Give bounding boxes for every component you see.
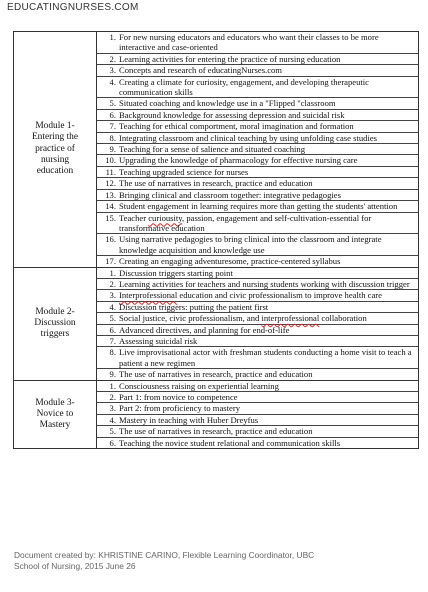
topic-number: 8.	[109, 132, 116, 143]
topic-number: 7.	[109, 121, 116, 132]
topic-item	[97, 426, 418, 437]
topic-item	[97, 54, 418, 65]
topic-number: 16.	[105, 234, 116, 245]
topic-text: Teaching the novice student relational and communication skills	[119, 437, 341, 448]
topic-item	[97, 336, 418, 347]
topic-text: Part 1: from novice to competence	[119, 392, 238, 402]
topic-item	[97, 213, 418, 235]
module-topics	[97, 267, 419, 380]
topic-item	[97, 369, 418, 379]
module-row	[14, 380, 419, 448]
topic-text: Creating an engaging adventuresome, practice-centered syllabus	[119, 256, 341, 267]
topic-number: 2.	[109, 53, 116, 64]
topic-text: Creating a climate for curiosity, engagement, and developing therapeutic communication skills	[119, 76, 369, 98]
topic-number: 2.	[109, 278, 116, 289]
topic-number: 9.	[109, 369, 116, 380]
curriculum-table	[13, 31, 419, 449]
topic-text: Consciousness raising on experiential learning	[119, 380, 279, 391]
topic-item	[97, 403, 418, 414]
module-row	[14, 267, 419, 380]
module-title-line: nursing	[40, 154, 70, 165]
topic-item	[97, 133, 418, 144]
topic-number: 3.	[109, 65, 116, 76]
topic-text: Using narrative pedagogies to bring clinical into the classroom and integrate knowledge acquisition and knowledge use	[119, 234, 382, 255]
module-title	[14, 32, 97, 268]
topic-item	[97, 234, 418, 256]
topic-number: 12.	[105, 178, 116, 189]
topic-number: 4.	[109, 301, 116, 312]
module-title-line: triggers	[40, 329, 70, 340]
topic-text: Teacher curiousity, passion, engagement and self-cultivation-essential for transformative education	[119, 212, 372, 233]
topic-text: Discussion triggers: putting the patient first	[119, 301, 269, 312]
topic-item	[97, 290, 418, 301]
topic-item	[97, 279, 418, 290]
topic-number: 5.	[109, 426, 116, 437]
module-title-line: Module 2-	[35, 306, 75, 317]
topic-text: Upgrading the knowledge of pharmacology for effective nursing care	[119, 155, 358, 166]
topic-item	[97, 121, 418, 132]
topic-number: 7.	[109, 335, 116, 346]
topic-item	[97, 381, 418, 392]
topic-number: 5.	[109, 98, 116, 109]
topic-number: 3.	[109, 403, 116, 414]
topic-number: 1.	[109, 267, 116, 278]
topic-item	[97, 313, 418, 324]
topic-number: 14.	[105, 201, 116, 212]
topic-text: Mastery in teaching with Huber Dreyfus	[119, 414, 259, 425]
topic-number: 2.	[109, 392, 116, 402]
topic-text: The use of narratives in research, practice and education	[119, 426, 313, 437]
topic-text: Teaching for a sense of salience and situated coaching	[119, 144, 305, 155]
topic-number: 1.	[109, 380, 116, 391]
module-topics	[97, 380, 419, 448]
module-title-line: Discussion	[34, 317, 76, 328]
module-title-line: Novice to	[36, 408, 74, 419]
topic-item	[97, 438, 418, 448]
topic-item	[97, 415, 418, 426]
topic-number: 4.	[109, 76, 116, 87]
footer-line-1: Document created by: KHRISTINE CARINO, Flexible Learning Coordinator, UBC	[14, 550, 315, 560]
module-title-line: education	[36, 166, 74, 177]
topic-number: 1.	[109, 32, 116, 42]
topic-text: Live improvisational actor with freshman students conducting a home visit to teach a patient a new regimen	[119, 347, 412, 368]
document-footer	[14, 550, 314, 572]
topic-text: Bringing clinical and classroom together: integrative pedagogies	[119, 189, 341, 200]
topic-number: 15.	[105, 212, 116, 223]
topic-text: Situated coaching and knowledge use in a "Flipped "classroom	[119, 98, 336, 109]
topic-item	[97, 98, 418, 109]
topic-number: 6.	[109, 324, 116, 335]
topic-number: 8.	[109, 347, 116, 358]
topic-text: Interprofessional education and civic professionalism to improve health care	[119, 290, 382, 301]
topic-text: Concepts and research of educatingNurses.com	[119, 65, 282, 76]
topic-item	[97, 302, 418, 313]
topic-item	[97, 325, 418, 336]
module-title-line: Mastery	[39, 419, 71, 430]
topic-item	[97, 201, 418, 212]
topic-text: For new nursing educators and educators who want their classes to be more interactive and case-oriented	[119, 32, 379, 53]
module-row	[14, 32, 419, 268]
topic-text: The use of narratives in research, practice and education	[119, 369, 313, 380]
topic-number: 6.	[109, 109, 116, 120]
topic-text: Teaching upgraded science for nurses	[119, 166, 249, 177]
module-title-line: practice of	[35, 143, 75, 154]
topic-number: 6.	[109, 437, 116, 448]
topic-number: 17.	[105, 256, 116, 267]
footer-line-2: School of Nursing, 2015 June 26	[14, 561, 136, 571]
site-label: EDUCATINGNURSES.COM	[7, 2, 139, 13]
topic-number: 5.	[109, 313, 116, 324]
topic-text: The use of narratives in research, practice and education	[119, 178, 313, 189]
topic-text: Social justice, civic professionalism, and interprofessional collaboration	[119, 313, 367, 324]
topic-text: Part 2: from proficiency to mastery	[119, 403, 240, 414]
topic-text: Integrating classroom and clinical teaching by using unfolding case studies	[119, 132, 377, 143]
topic-number: 4.	[109, 414, 116, 425]
topic-item	[97, 256, 418, 266]
topic-item	[97, 268, 418, 279]
topic-item	[97, 347, 418, 369]
module-topics	[97, 32, 419, 268]
topic-text: Learning activities for entering the practice of nursing education	[119, 53, 341, 64]
topic-item	[97, 178, 418, 189]
module-title	[14, 267, 97, 380]
topic-number: 13.	[105, 189, 116, 200]
topic-number: 11.	[105, 166, 116, 177]
topic-item	[97, 190, 418, 201]
topic-item	[97, 144, 418, 155]
topic-number: 3.	[109, 290, 116, 301]
topic-text: Discussion triggers starting point	[119, 267, 233, 278]
module-title-line: Entering the	[31, 132, 79, 143]
topic-item	[97, 65, 418, 76]
topic-item	[97, 167, 418, 178]
topic-text: Background knowledge for assessing depression and suicidal risk	[119, 109, 345, 120]
topic-item	[97, 392, 418, 403]
topic-item	[97, 155, 418, 166]
topic-item	[97, 32, 418, 54]
topic-text: Teaching for ethical comportment, moral imagination and formation	[119, 121, 354, 132]
topic-text: Student engagement in learning requires more than getting the students' attention	[119, 201, 398, 212]
topic-text: Learning activities for teachers and nursing students working with discussion trigger	[119, 278, 410, 289]
module-title-line: Module 3-	[35, 397, 75, 408]
topic-number: 10.	[105, 155, 116, 166]
topic-number: 9.	[109, 144, 116, 155]
module-title-line: Module 1-	[35, 121, 75, 132]
topic-text: Advanced directives, and planning for end-of-life	[119, 324, 290, 335]
topic-text: Assessing suicidal risk	[119, 335, 198, 346]
module-title	[14, 380, 97, 448]
topic-item	[97, 110, 418, 121]
topic-item	[97, 77, 418, 99]
